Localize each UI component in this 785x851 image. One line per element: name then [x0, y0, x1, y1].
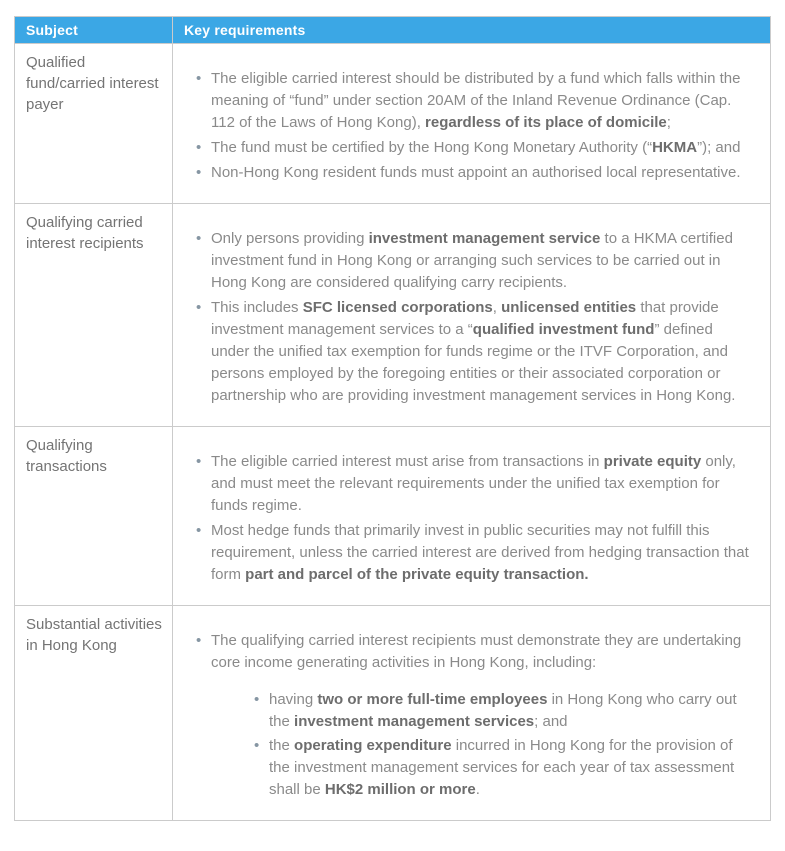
bold-text-segment: investment management services: [294, 713, 535, 730]
bold-text-segment: investment management service: [368, 230, 601, 247]
bullet-item: [211, 520, 754, 586]
bold-text-segment: SFC licensed corporations: [302, 299, 493, 316]
bullet-item: [211, 68, 754, 134]
key-requirements-cell: [173, 427, 771, 606]
bullet-item: [211, 297, 754, 407]
bullet-item: [211, 630, 754, 801]
text-segment: in Hong Kong who carry out the: [269, 691, 737, 730]
text-segment: Non-Hong Kong resident funds must appoint an authorised local representative.: [211, 164, 741, 181]
sub-bullet-item: [269, 735, 754, 801]
requirements-table: [14, 16, 771, 821]
text-segment: ”); and: [697, 139, 741, 156]
text-segment: ,: [492, 299, 502, 316]
key-requirements-cell: [173, 204, 771, 427]
bold-text-segment: two or more full-time employees: [317, 691, 548, 708]
bullet-item: [211, 228, 754, 294]
table-row: [15, 427, 771, 606]
subject-cell: Qualifying transactions: [15, 427, 173, 606]
header-row: [15, 17, 771, 44]
text-segment: The eligible carried interest should be distributed by a fund which falls within the meaning of “fund” under section 20AM of the Inland Revenue Ordinance (Cap. 112 of the Laws of Hong Kong),: [211, 70, 741, 131]
bold-text-segment: part and parcel of the private equity transaction.: [245, 566, 589, 583]
table-row: [15, 204, 771, 427]
text-segment: The eligible carried interest must arise from transactions in: [211, 453, 604, 470]
key-requirements-cell: [173, 606, 771, 821]
text-segment: The qualifying carried interest recipients must demonstrate they are undertaking core income generating activities in Hong Kong, including:: [211, 632, 742, 671]
key-requirements-cell: [173, 44, 771, 204]
subject-cell: Substantial activities in Hong Kong: [15, 606, 173, 821]
subject-cell: Qualifying carried interest recipients: [15, 204, 173, 427]
bullet-list: [185, 451, 754, 586]
text-segment: incurred in Hong Kong for the provision of the investment management services for each year of tax assessment shall be: [269, 737, 735, 798]
bullet-item: [211, 162, 754, 184]
table-body: [15, 44, 771, 821]
text-segment: .: [475, 781, 480, 798]
text-segment: that provide investment management services to a “: [211, 299, 719, 338]
text-segment: This includes: [211, 299, 303, 316]
bold-text-segment: private equity: [603, 453, 702, 470]
bold-text-segment: regardless of its place of domicile: [425, 114, 667, 131]
bold-text-segment: operating expenditure: [294, 737, 452, 754]
bullet-item: [211, 451, 754, 517]
text-segment: ;: [666, 114, 671, 131]
text-segment: The fund must be certified by the Hong Kong Monetary Authority (“: [211, 139, 653, 156]
bold-text-segment: HKMA: [652, 139, 698, 156]
subject-cell: Qualified fund/carried interest payer: [15, 44, 173, 204]
text-segment: the: [269, 737, 295, 754]
bullet-list: [185, 228, 754, 407]
column-header-subject: Subject: [15, 17, 173, 44]
bold-text-segment: HK$2 million or more: [324, 781, 476, 798]
bullet-item: [211, 137, 754, 159]
text-segment: Most hedge funds that primarily invest in public securities may not fulfill this requirement, unless the carried interest are derived from hedging transaction that form: [211, 522, 749, 583]
text-segment: only, and must meet the relevant requirements under the unified tax exemption for funds regime.: [211, 453, 736, 514]
sub-bullet-item: [269, 689, 754, 733]
bold-text-segment: unlicensed entities: [501, 299, 637, 316]
bold-text-segment: qualified investment fund: [472, 321, 655, 338]
table-header: [15, 17, 771, 44]
text-segment: ; and: [534, 713, 568, 730]
column-header-key-requirements: Key requirements: [173, 17, 771, 44]
sub-bullet-list: [211, 689, 754, 801]
text-segment: having: [269, 691, 318, 708]
bullet-list: [185, 68, 754, 184]
text-segment: ” defined under the unified tax exemption for funds regime or the ITVF Corporation, and persons employed by the foregoing entities or their associated corporation or partnership who are providing investment management services in Hong Kong.: [211, 321, 736, 404]
text-segment: Only persons providing: [211, 230, 369, 247]
text-segment: to a HKMA certified investment fund in Hong Kong or arranging such services to be carried out in Hong Kong are considered qualifying carry recipients.: [211, 230, 733, 291]
bullet-list: [185, 630, 754, 801]
table-row: [15, 44, 771, 204]
table-row: [15, 606, 771, 821]
